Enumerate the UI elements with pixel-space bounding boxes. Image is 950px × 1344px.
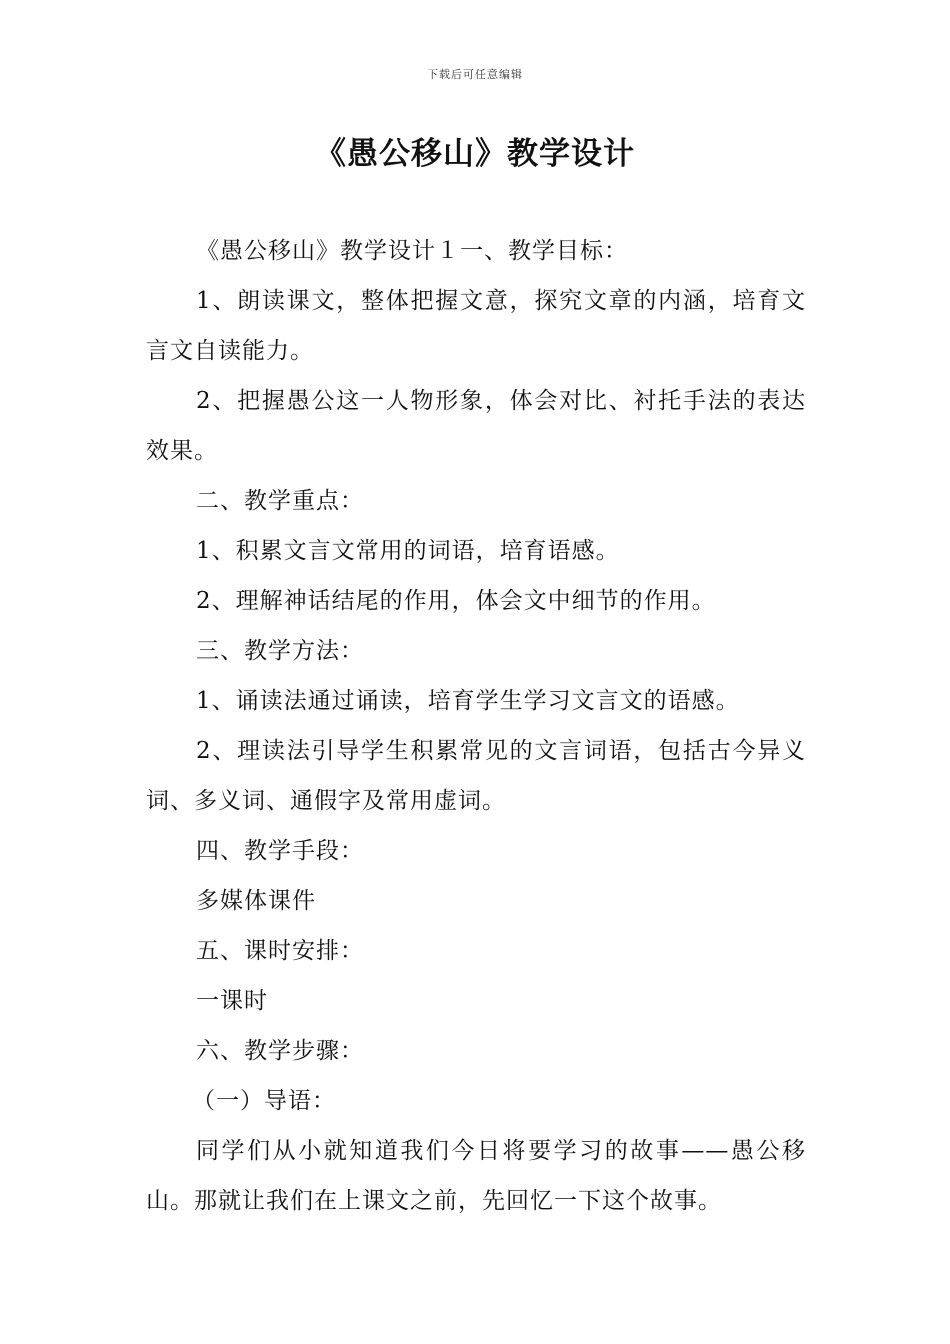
paragraph: 1、积累文言文常用的词语，培育语感。: [196, 538, 620, 564]
header-note: 下载后可任意编辑: [427, 68, 523, 81]
paragraph: 1、诵读法通过诵读，培育学生学习文言文的语感。: [196, 688, 740, 714]
document-body: [146, 226, 806, 1226]
section-heading: 五、课时安排：: [196, 938, 364, 964]
paragraph: 同学们从小就知道我们今日将要学习的故事——愚公移山。那就让我们在上课文之前，先回忆一下这个故事。: [146, 1138, 806, 1214]
paragraph: 2、理读法引导学生积累常见的文言词语，包括古今异义词、多义词、通假字及常用虚词。: [146, 738, 806, 814]
paragraph: 2、把握愚公这一人物形象，体会对比、衬托手法的表达效果。: [146, 388, 806, 464]
paragraph: 《愚公移山》教学设计１一、教学目标：: [196, 238, 628, 264]
section-heading: 六、教学步骤：: [196, 1038, 364, 1064]
document-title: 《愚公移山》教学设计: [315, 136, 635, 172]
paragraph: 1、朗读课文，整体把握文意，探究文章的内涵，培育文言文自读能力。: [146, 288, 806, 364]
paragraph: 多媒体课件: [196, 888, 316, 914]
subsection-heading: （一）导语：: [192, 1088, 336, 1114]
section-heading: 二、教学重点：: [196, 488, 364, 514]
section-heading: 四、教学手段：: [196, 838, 364, 864]
section-heading: 三、教学方法：: [196, 638, 364, 664]
paragraph: 2、理解神话结尾的作用，体会文中细节的作用。: [196, 588, 716, 614]
paragraph: 一课时: [196, 988, 268, 1014]
